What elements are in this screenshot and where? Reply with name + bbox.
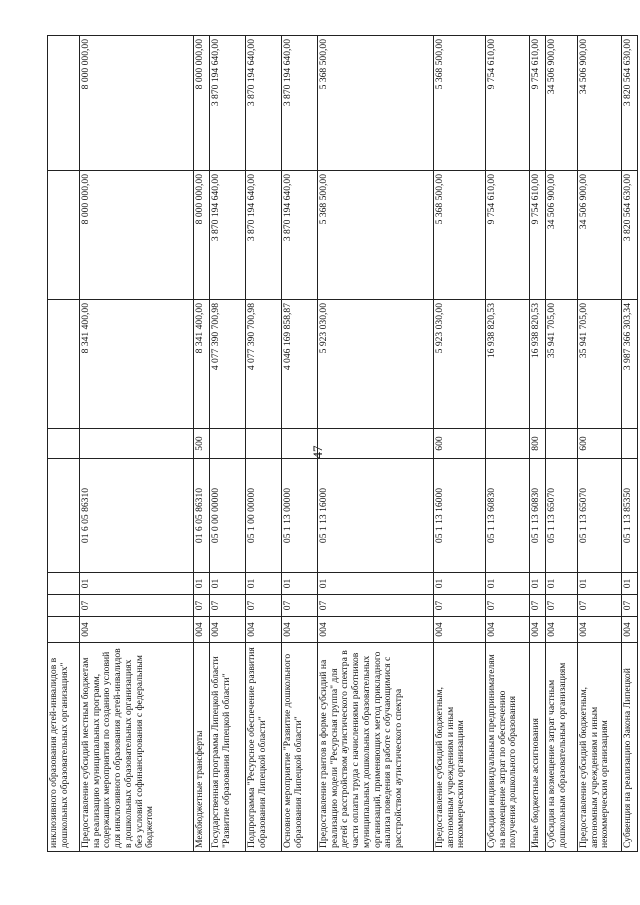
admin-code: 004 — [434, 617, 486, 643]
admin-code: 004 — [546, 617, 578, 643]
target-article-code: 01 6 05 86310 — [80, 459, 194, 573]
expense-type-code — [80, 429, 194, 459]
amount-year-2: 34 506 900,00 — [578, 171, 622, 300]
subsection-code: 01 — [486, 573, 530, 595]
target-article-code: 05 1 13 85350 — [622, 459, 638, 573]
amount-year-1: 16 938 820,53 — [486, 300, 530, 429]
admin-code: 004 — [80, 617, 194, 643]
admin-code: 004 — [622, 617, 638, 643]
table-row — [578, 36, 622, 852]
row-name: Предоставление грантов в форме субсидий на реализацию модели "Ресурсная группа" для детей с расстройством аутистического спектра в части оплаты труда с начислениями работников муниципальных дошкольных образовательных организаций, применяющих метод прикладного анализа поведения в работе с обучающимися с расстройством аутистического спектра — [318, 643, 434, 852]
expense-type-code — [486, 429, 530, 459]
amount-year-2: 3 820 564 630,00 — [622, 171, 638, 300]
section-code: 07 — [546, 595, 578, 617]
subsection-code: 01 — [80, 573, 194, 595]
section-code: 07 — [194, 595, 210, 617]
subsection-code: 01 — [622, 573, 638, 595]
expense-type-code — [48, 429, 80, 459]
target-article-code: 05 1 00 00000 — [246, 459, 282, 573]
target-article-code: 05 1 13 00000 — [282, 459, 318, 573]
section-code: 07 — [578, 595, 622, 617]
expense-type-code: 600 — [578, 429, 622, 459]
amount-year-3: 8 000 000,00 — [194, 36, 210, 171]
amount-year-1: 8 341 400,00 — [80, 300, 194, 429]
expense-type-code — [246, 429, 282, 459]
row-name: Субсидия на возмещение затрат частным дошкольным образовательным организациям — [546, 643, 578, 852]
subsection-code: 01 — [318, 573, 434, 595]
amount-year-2: 8 000 000,00 — [194, 171, 210, 300]
amount-year-2 — [48, 171, 80, 300]
target-article-code: 05 0 00 00000 — [210, 459, 246, 573]
table-row — [194, 36, 210, 852]
table-row — [80, 36, 194, 852]
expense-type-code — [546, 429, 578, 459]
admin-code: 004 — [282, 617, 318, 643]
admin-code: 004 — [318, 617, 434, 643]
amount-year-3: 3 870 194 640,00 — [210, 36, 246, 171]
amount-year-2: 3 870 194 640,00 — [210, 171, 246, 300]
amount-year-1: 4 077 390 700,98 — [210, 300, 246, 429]
admin-code — [48, 617, 80, 643]
section-code: 07 — [434, 595, 486, 617]
amount-year-3: 3 820 564 630,00 — [622, 36, 638, 171]
expense-type-code — [210, 429, 246, 459]
row-name: Подпрограмма "Ресурсное обеспечение развития образования Липецкой области" — [246, 643, 282, 852]
subsection-code: 01 — [282, 573, 318, 595]
amount-year-3: 3 870 194 640,00 — [246, 36, 282, 171]
admin-code: 004 — [486, 617, 530, 643]
target-article-code: 05 1 13 65070 — [578, 459, 622, 573]
table-row — [530, 36, 546, 852]
admin-code: 004 — [530, 617, 546, 643]
amount-year-1: 3 987 366 303,34 — [622, 300, 638, 429]
expense-type-code — [318, 429, 434, 459]
amount-year-1: 8 341 400,00 — [194, 300, 210, 429]
table-row — [48, 36, 80, 852]
target-article-code: 05 1 13 60830 — [530, 459, 546, 573]
amount-year-3: 5 368 500,00 — [434, 36, 486, 171]
amount-year-1: 35 941 705,00 — [578, 300, 622, 429]
target-article-code: 05 1 13 65070 — [546, 459, 578, 573]
table-row — [210, 36, 246, 852]
amount-year-1: 35 941 705,00 — [546, 300, 578, 429]
row-name: Предоставление субсидий бюджетным, автономным учреждениям и иным некоммерческим организациям — [434, 643, 486, 852]
amount-year-1: 5 923 030,00 — [434, 300, 486, 429]
expense-type-code: 600 — [434, 429, 486, 459]
target-article-code: 01 6 05 86310 — [194, 459, 210, 573]
amount-year-2: 3 870 194 640,00 — [282, 171, 318, 300]
row-name: Предоставление субсидий местным бюджетам на реализацию муниципальных программ, содержащих мероприятия по созданию условий для инклюзивного образования детей-инвалидов в дошкольных образовательных организациях без условий софинансирования с федеральным бюджетом — [80, 643, 194, 852]
amount-year-3: 3 870 194 640,00 — [282, 36, 318, 171]
row-name: Иные бюджетные ассигнования — [530, 643, 546, 852]
table-row — [622, 36, 638, 852]
section-code: 07 — [530, 595, 546, 617]
section-code: 07 — [318, 595, 434, 617]
table-row — [246, 36, 282, 852]
section-code — [48, 595, 80, 617]
target-article-code: 05 1 13 60830 — [486, 459, 530, 573]
amount-year-1: 4 046 169 858,87 — [282, 300, 318, 429]
table-row — [282, 36, 318, 852]
subsection-code: 01 — [194, 573, 210, 595]
expense-type-code: 500 — [194, 429, 210, 459]
target-article-code: 05 1 13 16000 — [318, 459, 434, 573]
subsection-code: 01 — [210, 573, 246, 595]
page-number: 47 — [310, 445, 325, 459]
rotated-page-content — [47, 36, 633, 852]
amount-year-2: 5 368 500,00 — [434, 171, 486, 300]
row-name: Субвенция на реализацию Закона Липецкой — [622, 643, 638, 852]
amount-year-3: 8 000 000,00 — [80, 36, 194, 171]
subsection-code: 01 — [530, 573, 546, 595]
expense-type-code — [282, 429, 318, 459]
subsection-code: 01 — [434, 573, 486, 595]
budget-table — [47, 35, 638, 852]
row-name: Основное мероприятие "Развитие дошкольного образования Липецкой области" — [282, 643, 318, 852]
subsection-code — [48, 573, 80, 595]
row-name: Межбюджетные трансферты — [194, 643, 210, 852]
row-name: Государственная программа Липецкой области "Развитие образования Липецкой области" — [210, 643, 246, 852]
table-row — [318, 36, 434, 852]
table-row — [546, 36, 578, 852]
admin-code: 004 — [578, 617, 622, 643]
section-code: 07 — [282, 595, 318, 617]
row-name: Субсидии индивидуальным предпринимателям на возмещение затрат по обеспечению получения дошкольного образования — [486, 643, 530, 852]
subsection-code: 01 — [546, 573, 578, 595]
amount-year-3: 9 754 610,00 — [530, 36, 546, 171]
amount-year-1 — [48, 300, 80, 429]
target-article-code — [48, 459, 80, 573]
amount-year-2: 8 000 000,00 — [80, 171, 194, 300]
admin-code: 004 — [210, 617, 246, 643]
amount-year-1: 4 077 390 700,98 — [246, 300, 282, 429]
section-code: 07 — [246, 595, 282, 617]
section-code: 07 — [80, 595, 194, 617]
amount-year-2: 3 870 194 640,00 — [246, 171, 282, 300]
amount-year-3: 34 506 900,00 — [578, 36, 622, 171]
amount-year-3 — [48, 36, 80, 171]
expense-type-code — [622, 429, 638, 459]
amount-year-3: 9 754 610,00 — [486, 36, 530, 171]
section-code: 07 — [210, 595, 246, 617]
section-code: 07 — [486, 595, 530, 617]
amount-year-2: 9 754 610,00 — [486, 171, 530, 300]
admin-code: 004 — [246, 617, 282, 643]
row-name: Предоставление субсидий бюджетным, автономным учреждениям и иным некоммерческим организациям — [578, 643, 622, 852]
expense-type-code: 800 — [530, 429, 546, 459]
admin-code: 004 — [194, 617, 210, 643]
amount-year-2: 9 754 610,00 — [530, 171, 546, 300]
amount-year-2: 5 368 500,00 — [318, 171, 434, 300]
subsection-code: 01 — [246, 573, 282, 595]
amount-year-1: 5 923 030,00 — [318, 300, 434, 429]
section-code: 07 — [622, 595, 638, 617]
amount-year-1: 16 938 820,53 — [530, 300, 546, 429]
table-row — [434, 36, 486, 852]
target-article-code: 05 1 13 16000 — [434, 459, 486, 573]
row-name: инклюзивного образования детей-инвалидов в дошкольных образовательных организациях" — [48, 643, 80, 852]
subsection-code: 01 — [578, 573, 622, 595]
amount-year-3: 5 368 500,00 — [318, 36, 434, 171]
amount-year-2: 34 506 900,00 — [546, 171, 578, 300]
amount-year-3: 34 506 900,00 — [546, 36, 578, 171]
table-row — [486, 36, 530, 852]
